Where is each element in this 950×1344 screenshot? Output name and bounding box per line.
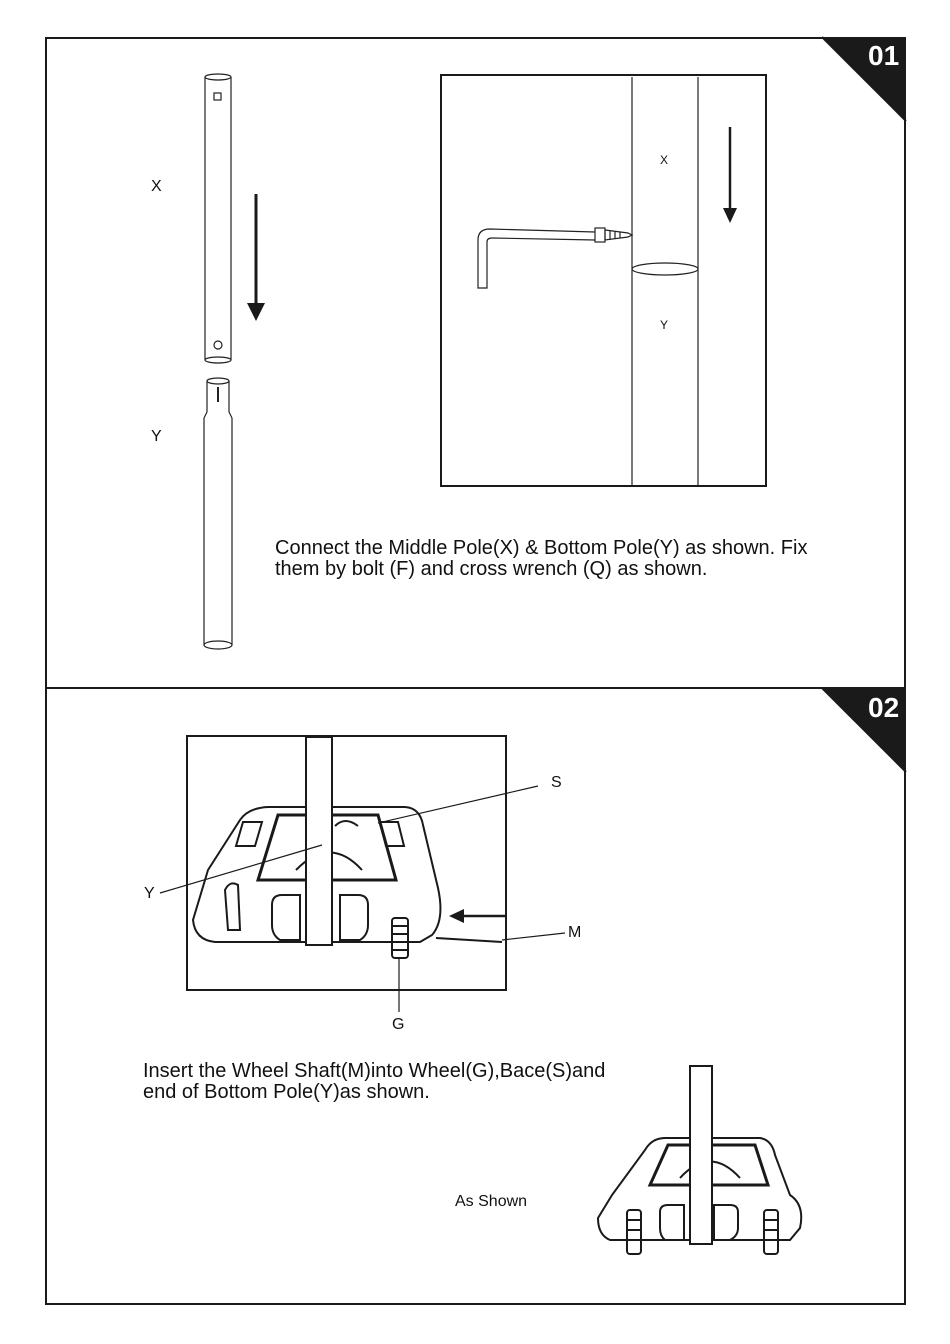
step2-number: 02 (868, 692, 900, 723)
step1-number: 01 (868, 40, 900, 71)
label-pole-y: Y (144, 885, 155, 902)
step2-instruction-line2: end of Bottom Pole(Y)as shown. (143, 1081, 430, 1103)
assembled-base-result (598, 1066, 801, 1254)
result-caption: As Shown (455, 1193, 528, 1210)
left-arrow-icon (449, 909, 506, 923)
wheel-g (392, 918, 408, 958)
step2-instruction-line1: Insert the Wheel Shaft(M)into Wheel(G),Bace(S)and (143, 1060, 606, 1082)
detail-label-y: Y (660, 318, 669, 332)
label-bottom-pole: Y (151, 428, 162, 445)
label-base-s: S (551, 774, 562, 791)
wheel-shaft-m (436, 938, 502, 942)
step1-instruction-line2: them by bolt (F) and cross wrench (Q) as shown. (275, 558, 708, 580)
label-wheel-g: G (392, 1016, 405, 1033)
step1-instruction-line1: Connect the Middle Pole(X) & Bottom Pole(Y) as shown. Fix (275, 537, 808, 559)
step2-detail-box (187, 736, 506, 990)
detail-label-x: X (660, 153, 669, 167)
pole-y (306, 737, 332, 945)
label-middle-pole: X (151, 178, 162, 195)
label-shaft-m: M (568, 924, 582, 941)
